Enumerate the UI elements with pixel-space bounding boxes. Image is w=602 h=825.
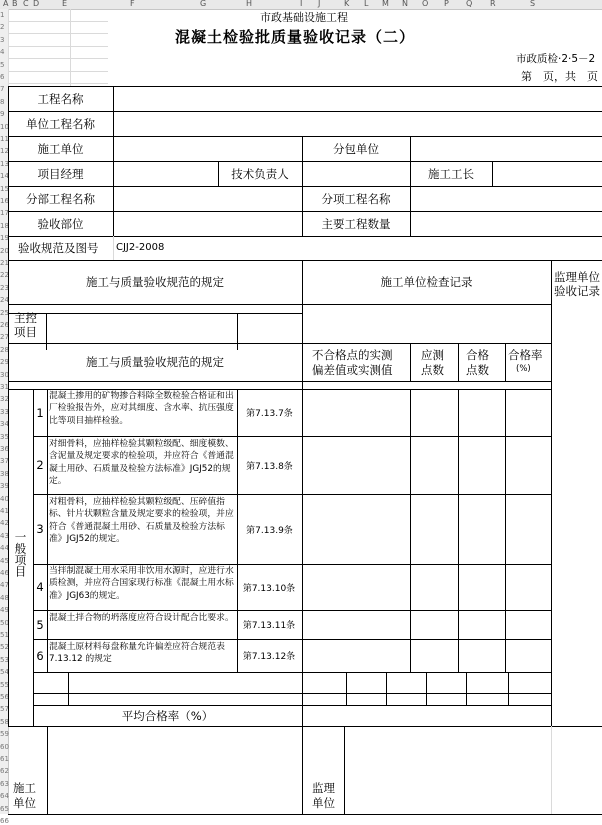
column-letter[interactable]: O: [422, 0, 429, 8]
project-manager-label: 项目经理: [37, 166, 84, 181]
row-number[interactable]: 52: [0, 643, 9, 652]
row-number[interactable]: 31: [0, 383, 9, 391]
row-number[interactable]: 54: [0, 668, 9, 677]
column-letter[interactable]: D: [33, 0, 40, 8]
site-manager-label: 施工工长: [428, 166, 474, 181]
row-number[interactable]: 48: [0, 593, 9, 602]
gridline: [8, 21, 108, 22]
row-number[interactable]: 13: [0, 159, 9, 168]
form-code: 市政质检·2·5－2: [516, 53, 596, 65]
row-number[interactable]: 12: [0, 147, 9, 156]
points-label-2: 点数: [421, 363, 444, 377]
row-number[interactable]: 66: [0, 817, 9, 825]
row-number[interactable]: 3: [0, 35, 5, 44]
spec-label: 验收规范及图号: [18, 241, 99, 255]
border-line: [47, 389, 48, 672]
gridline: [8, 33, 108, 34]
column-letter[interactable]: G: [200, 0, 207, 8]
row-number[interactable]: 7: [0, 85, 5, 94]
row-number[interactable]: 32: [0, 395, 9, 404]
row-number[interactable]: 18: [0, 221, 9, 230]
column-letter[interactable]: N: [402, 0, 408, 8]
page-title: 混凝土检验批质量验收记录（二）: [175, 28, 416, 46]
row-number[interactable]: 64: [0, 792, 9, 801]
row-number[interactable]: 40: [0, 494, 9, 503]
column-letter[interactable]: S: [530, 0, 536, 8]
border-line: [410, 389, 411, 672]
supervision-unit-sign-1: 监理: [312, 781, 335, 795]
row-number[interactable]: 41: [0, 507, 9, 515]
item-6-text: 混凝土原材料每盘称量允许偏差应符合规范表 7.13.12 的规定: [49, 642, 225, 665]
spec-header: 施工与质量验收规范的规定: [86, 275, 224, 289]
row-number[interactable]: 27: [0, 333, 9, 342]
column-letter[interactable]: P: [444, 0, 449, 8]
row-number[interactable]: 60: [0, 742, 9, 751]
border-line: [346, 672, 347, 705]
item-4-text: 当拌制混凝土用水采用非饮用水源时，应进行水质检测，并应符合国家现行标准《混凝土用水标准》JGJ63的规定。: [49, 566, 234, 601]
item-2-no: 2: [36, 458, 44, 472]
general-items-label: 一般项目: [13, 530, 28, 577]
column-letter[interactable]: Q: [466, 0, 473, 8]
passed-label-1: 合格: [466, 348, 489, 362]
row-number[interactable]: 38: [0, 469, 9, 478]
item-5-clause: 第7.13.11条: [242, 621, 296, 631]
row-number[interactable]: 47: [0, 581, 9, 590]
project-name-label: 工程名称: [37, 91, 84, 106]
border-line: [344, 726, 345, 814]
row-number[interactable]: 57: [0, 705, 9, 714]
page-count: 第 页，共 页: [521, 70, 598, 83]
row-number[interactable]: 2: [0, 23, 5, 32]
item-project-label: 分项工程名称: [321, 191, 391, 206]
row-number[interactable]: 65: [0, 804, 9, 813]
row-number[interactable]: 53: [0, 655, 9, 664]
worksheet: [8, 9, 602, 814]
subproject-label: 分部工程名称: [26, 191, 95, 206]
item-3-text: 对粗骨料，应抽样检验其颗粒级配、压碎值指标、针片状颗粒含量及规定要求的检验项，并应符合《普通混凝土用砂、石质量及检验方法标准》JGJ52的规定。: [49, 497, 234, 545]
row-number[interactable]: 21: [0, 259, 9, 267]
row-number[interactable]: 62: [0, 767, 9, 776]
border-line: [426, 672, 427, 705]
item-4-no: 4: [36, 580, 44, 594]
row-number[interactable]: 33: [0, 407, 9, 416]
gridline: [8, 83, 108, 84]
average-rate-label: 平均合格率（%）: [121, 708, 214, 723]
row-number[interactable]: 22: [0, 271, 9, 280]
row-number[interactable]: 63: [0, 779, 9, 788]
row-number[interactable]: 29: [0, 358, 9, 367]
border-line: [8, 726, 602, 727]
border-line: [551, 260, 552, 726]
row-number[interactable]: 19: [0, 234, 9, 243]
border-line: [410, 186, 411, 236]
row-number[interactable]: 56: [0, 693, 9, 701]
item-6-clause: 第7.13.12条: [242, 652, 296, 662]
row-number[interactable]: 34: [0, 420, 9, 429]
row-number[interactable]: 4: [0, 48, 5, 57]
row-number[interactable]: 5: [0, 60, 5, 69]
column-letter[interactable]: I: [300, 0, 303, 8]
deviation-label-2: 偏差值或实测值: [312, 363, 393, 377]
border-line: [386, 672, 387, 705]
border-line: [505, 343, 506, 381]
row-number[interactable]: 23: [0, 283, 9, 292]
column-letter[interactable]: A: [3, 0, 9, 8]
row-number[interactable]: 42: [0, 519, 9, 528]
border-line: [8, 381, 551, 382]
gridline: [113, 236, 114, 260]
border-line: [68, 672, 69, 705]
check-record-header: 施工单位检查记录: [380, 275, 473, 289]
border-line: [8, 304, 551, 305]
border-line: [492, 161, 493, 186]
row-number[interactable]: 24: [0, 296, 9, 305]
item-1-no: 1: [36, 405, 44, 420]
construction-unit-label: 施工单位: [37, 141, 84, 156]
column-letter[interactable]: R: [490, 0, 496, 8]
row-number[interactable]: 39: [0, 482, 9, 491]
border-line: [302, 726, 303, 814]
row-number[interactable]: 51: [0, 631, 9, 639]
row-number[interactable]: 1: [0, 11, 5, 19]
rate-label-1: 合格率: [508, 348, 543, 362]
main-items-label-2: 项目: [14, 325, 37, 339]
row-number[interactable]: 46: [0, 569, 9, 577]
column-letter[interactable]: J: [318, 0, 321, 8]
row-number[interactable]: 14: [0, 172, 9, 181]
row-number[interactable]: 30: [0, 370, 9, 379]
construction-unit-sign-2: 单位: [13, 796, 36, 810]
row-number[interactable]: 20: [0, 246, 9, 255]
inspection-part-label: 验收部位: [37, 216, 84, 231]
row-number[interactable]: 25: [0, 308, 9, 317]
border-line: [8, 313, 302, 314]
unit-project-label: 单位工程名称: [26, 116, 95, 131]
row-number[interactable]: 9: [0, 110, 5, 119]
supervisor-header-1: 监理单位: [554, 270, 600, 284]
item-3-clause: 第7.13.9条: [246, 525, 293, 536]
border-line: [410, 343, 411, 381]
tech-lead-label: 技术负责人: [231, 166, 289, 181]
border-line: [113, 86, 114, 236]
item-5-no: 5: [36, 617, 44, 632]
border-line: [458, 343, 459, 381]
supervision-unit-sign-2: 单位: [312, 796, 335, 810]
row-number[interactable]: 61: [0, 755, 9, 763]
border-line: [302, 161, 303, 186]
column-letter[interactable]: B: [12, 0, 18, 8]
border-line: [8, 814, 602, 815]
border-line: [8, 236, 602, 237]
row-number[interactable]: 59: [0, 730, 9, 739]
gridline: [8, 71, 108, 72]
border-line: [458, 389, 459, 672]
border-line: [33, 693, 551, 694]
border-line: [466, 672, 467, 705]
subcontractor-label: 分包单位: [333, 141, 379, 156]
row-number[interactable]: 17: [0, 209, 9, 218]
row-number[interactable]: 37: [0, 457, 9, 466]
spec-value: CJJ2-2008: [116, 242, 165, 253]
item-5-text: 混凝土拌合物的坍落度应符合设计配合比要求。: [49, 613, 234, 623]
border-line: [410, 136, 411, 161]
gridline: [8, 46, 108, 47]
row-number[interactable]: 10: [0, 122, 9, 131]
row-number[interactable]: 43: [0, 531, 9, 540]
row-number[interactable]: 6: [0, 73, 5, 81]
row-number[interactable]: 26: [0, 321, 9, 329]
construction-unit-sign-1: 施工: [13, 781, 36, 795]
row-number[interactable]: 55: [0, 680, 9, 689]
row-number[interactable]: 11: [0, 135, 9, 143]
row-number[interactable]: 49: [0, 606, 9, 615]
item-3-no: 3: [36, 522, 44, 536]
row-number[interactable]: 36: [0, 445, 9, 453]
item-1-clause: 第7.13.7条: [246, 409, 293, 419]
row-number[interactable]: 50: [0, 618, 9, 627]
item-1-text: 混凝土掺用的矿物掺合料除全数检验合格证和出厂检验报告外，应对其细度、含水率、抗压强度比等项目抽样检验。: [49, 391, 234, 426]
row-number[interactable]: 8: [0, 97, 5, 106]
supervisor-header-2: 验收记录: [554, 284, 600, 298]
points-label-1: 应测: [421, 348, 444, 362]
row-number[interactable]: 28: [0, 345, 9, 354]
deviation-label-1: 不合格点的实测: [312, 348, 393, 362]
border-line: [33, 672, 551, 673]
border-line: [508, 672, 509, 705]
passed-label-2: 点数: [466, 363, 489, 377]
row-number[interactable]: 45: [0, 556, 9, 565]
main-items-label-1: 主控: [14, 311, 37, 325]
border-line: [505, 389, 506, 672]
row-number[interactable]: 44: [0, 544, 9, 553]
gridline: [8, 58, 108, 59]
rate-label-2: (%): [516, 364, 531, 374]
row-number[interactable]: 16: [0, 197, 9, 205]
row-number[interactable]: 15: [0, 184, 9, 193]
column-letter[interactable]: M: [382, 0, 389, 8]
border-line: [302, 260, 303, 726]
column-letter[interactable]: F: [130, 0, 135, 8]
item-4-clause: 第7.13.10条: [242, 583, 296, 594]
spec-header-2: 施工与质量验收规范的规定: [86, 355, 224, 369]
row-number[interactable]: 35: [0, 432, 9, 441]
item-6-no: 6: [36, 648, 44, 663]
item-2-clause: 第7.13.8条: [246, 461, 293, 472]
item-2-text: 对细骨料，应抽样检验其颗粒级配、细度模数、含泥量及规定要求的检验项，并应符合《普通混凝土用砂、石质量及检验方法标准》JGJ52的规定。: [49, 439, 234, 487]
column-letter[interactable]: H: [246, 0, 253, 8]
border-line: [47, 726, 48, 814]
column-letter[interactable]: K: [344, 0, 350, 8]
column-letter[interactable]: L: [364, 0, 369, 8]
column-letter[interactable]: E: [62, 0, 68, 8]
column-letter[interactable]: C: [23, 0, 29, 8]
row-number[interactable]: 58: [0, 717, 9, 726]
gridline: [551, 726, 552, 814]
org-label: 市政基础设施工程: [260, 11, 348, 24]
main-quantity-label: 主要工程数量: [321, 216, 391, 231]
